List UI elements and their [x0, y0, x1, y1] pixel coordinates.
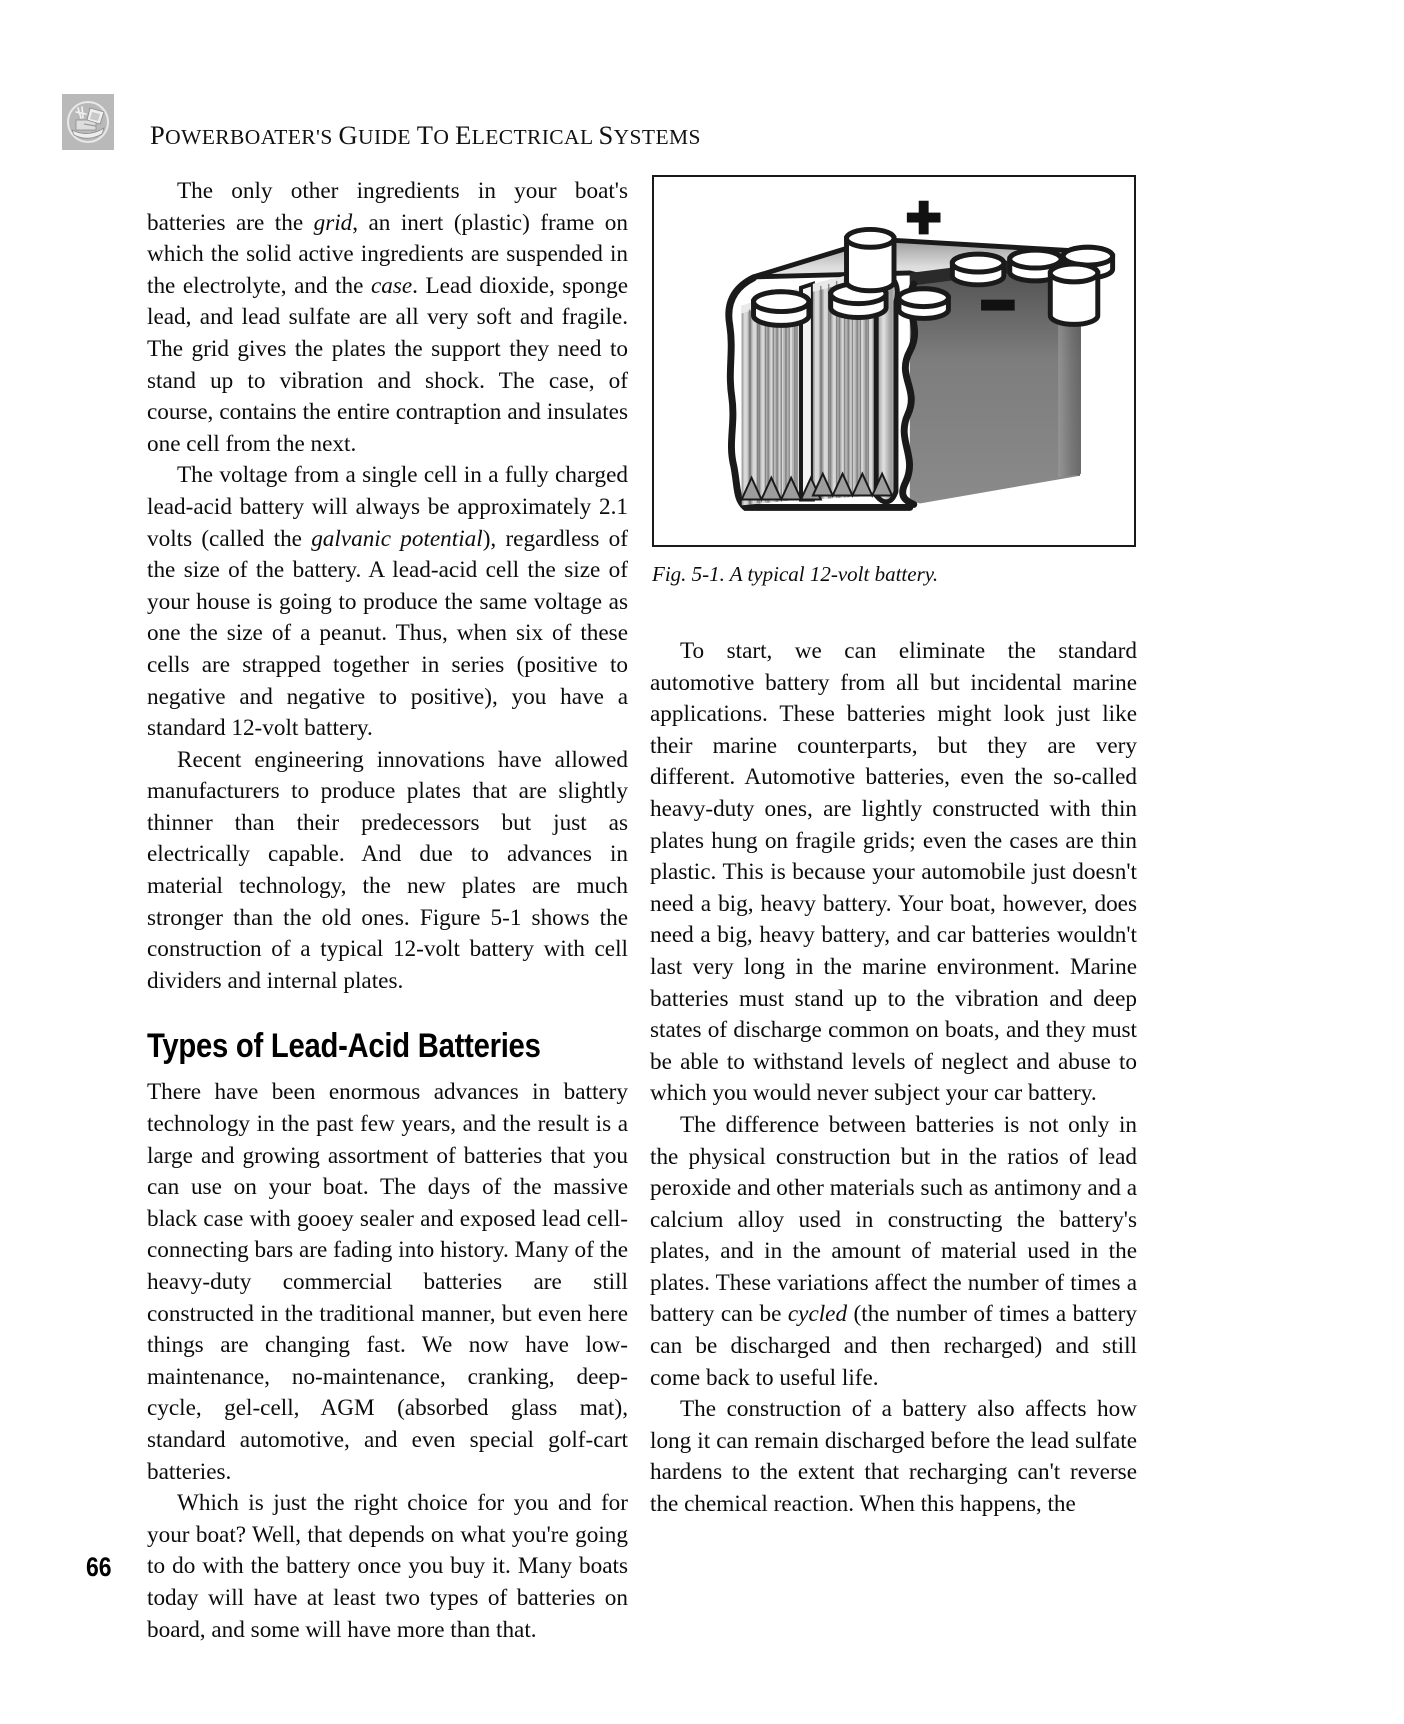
- text-run: Recent engineering innovations have allowed manufacturers to produce plates that are slightly thinner than their predecessors but just as electrically capable. And due to advances in material technology, the new plates are much stronger than the old ones. Figure 5-1 shows the construction of a typical 12-volt battery with cell dividers and internal plates.: [147, 746, 628, 994]
- paragraph: [650, 1110, 1137, 1394]
- emphasis-term: case: [370, 272, 413, 299]
- left-column-body-top: [147, 176, 628, 997]
- text-run: There have been enormous advances in battery technology in the past few years, and the result is a large and growing assortment of batteries that you can use on your boat. The days of the massive black case with gooey sealer and exposed lead cell-connecting bars are fading into history. Many of the heavy-duty commercial batteries are still constructed in the traditional manner, but even here things are changing fast. We now have low-maintenance, no-maintenance, cranking, deep-cycle, gel-cell, AGM (absorbed glass mat), standard automotive, and even special golf-cart batteries.: [147, 1079, 628, 1485]
- left-text-column: [147, 176, 628, 1646]
- paragraph: [147, 176, 628, 460]
- text-run: , an inert (plastic) frame on which the solid active ingredients are suspended in the electrolyte, and the: [147, 209, 628, 299]
- text-run: The only other ingredients in your boat's batteries are the: [147, 178, 628, 236]
- text-run: (the number of times a battery can be discharged and then recharged) and still come back to useful life.: [650, 1301, 1137, 1391]
- page-header: [62, 94, 1162, 156]
- boat-tools-logo-icon: [62, 94, 114, 150]
- text-run: The construction of a battery also affects how long it can remain discharged before the lead sulfate hardens to the extent that recharging can't reverse the chemical reaction. When this happens, the: [650, 1396, 1137, 1518]
- paragraph: [650, 636, 1137, 1110]
- paragraph: [147, 745, 628, 998]
- text-run: ), regardless of the size of the battery. A lead-acid cell the size of your house is going to produce the same voltage as one the size of a peanut. Thus, when six of these cells are strapped together in series (positive to negative and negative to positive), you have a standard 12-volt battery.: [147, 525, 628, 742]
- text-run: . Lead dioxide, sponge lead, and lead sulfate are all very soft and fragile. The grid gives the plates the support they need to stand up to vibration and shock. The case, of course, contains the entire contraption and insulates one cell from the next.: [147, 272, 628, 457]
- text-run: Which is just the right choice for you and for your boat? Well, that depends on what you're going to do with the battery once you buy it. Many boats today will have at least two types of batteries on board, and some will have more than that.: [147, 1490, 628, 1643]
- text-run: To start, we can eliminate the standard automotive battery from all but incidental marine applications. These batteries might look just like their marine counterparts, but they are very different. Automotive batteries, even the so-called heavy-duty ones, are lightly constructed with thin plates hung on fragile grids; even the cases are thin plastic. This is because your automobile just doesn't need a big, heavy battery. Your boat, however, does need a big, heavy battery, and car batteries wouldn't last very long in the marine environment. Marine batteries must stand up to the vibration and deep states of discharge common on boats, and they must be able to withstand levels of neglect and abuse to which you would never subject your car battery.: [650, 638, 1137, 1107]
- text-run: The voltage from a single cell in a fully charged lead-acid battery will always be approximately 2.1 volts (called the: [147, 462, 628, 552]
- page-number: 66: [86, 1552, 112, 1582]
- emphasis-term: cycled: [787, 1301, 848, 1328]
- running-head: [150, 120, 701, 151]
- figure-5-1: [652, 175, 1136, 587]
- right-text-column: [650, 636, 1137, 1521]
- battery-illustration-icon: [654, 177, 1134, 545]
- figure-image-frame: [652, 175, 1136, 547]
- paragraph: [650, 1394, 1137, 1520]
- paragraph: [147, 460, 628, 744]
- paragraph: [147, 1077, 628, 1488]
- negative-terminal-label: [981, 300, 1015, 311]
- right-column-body: [650, 636, 1137, 1521]
- running-head-text: POWERBOATER'S GUIDE TO ELECTRICAL SYSTEMS: [150, 120, 701, 150]
- paragraph: [147, 1488, 628, 1646]
- section-heading: Types of Lead-Acid Batteries: [147, 1027, 541, 1066]
- text-run: The difference between batteries is not only in the physical construction but in the ratios of lead peroxide and other materials such as antimony and a calcium alloy used in constructing the battery's plates, and in the amount of material used in the plates. These variations affect the number of times a battery can be: [650, 1111, 1137, 1328]
- emphasis-term: grid: [313, 209, 353, 236]
- left-column-body-bottom: [147, 1077, 628, 1646]
- figure-caption: Fig. 5-1. A typical 12-volt battery.: [652, 562, 939, 586]
- emphasis-term: galvanic potential: [311, 525, 483, 552]
